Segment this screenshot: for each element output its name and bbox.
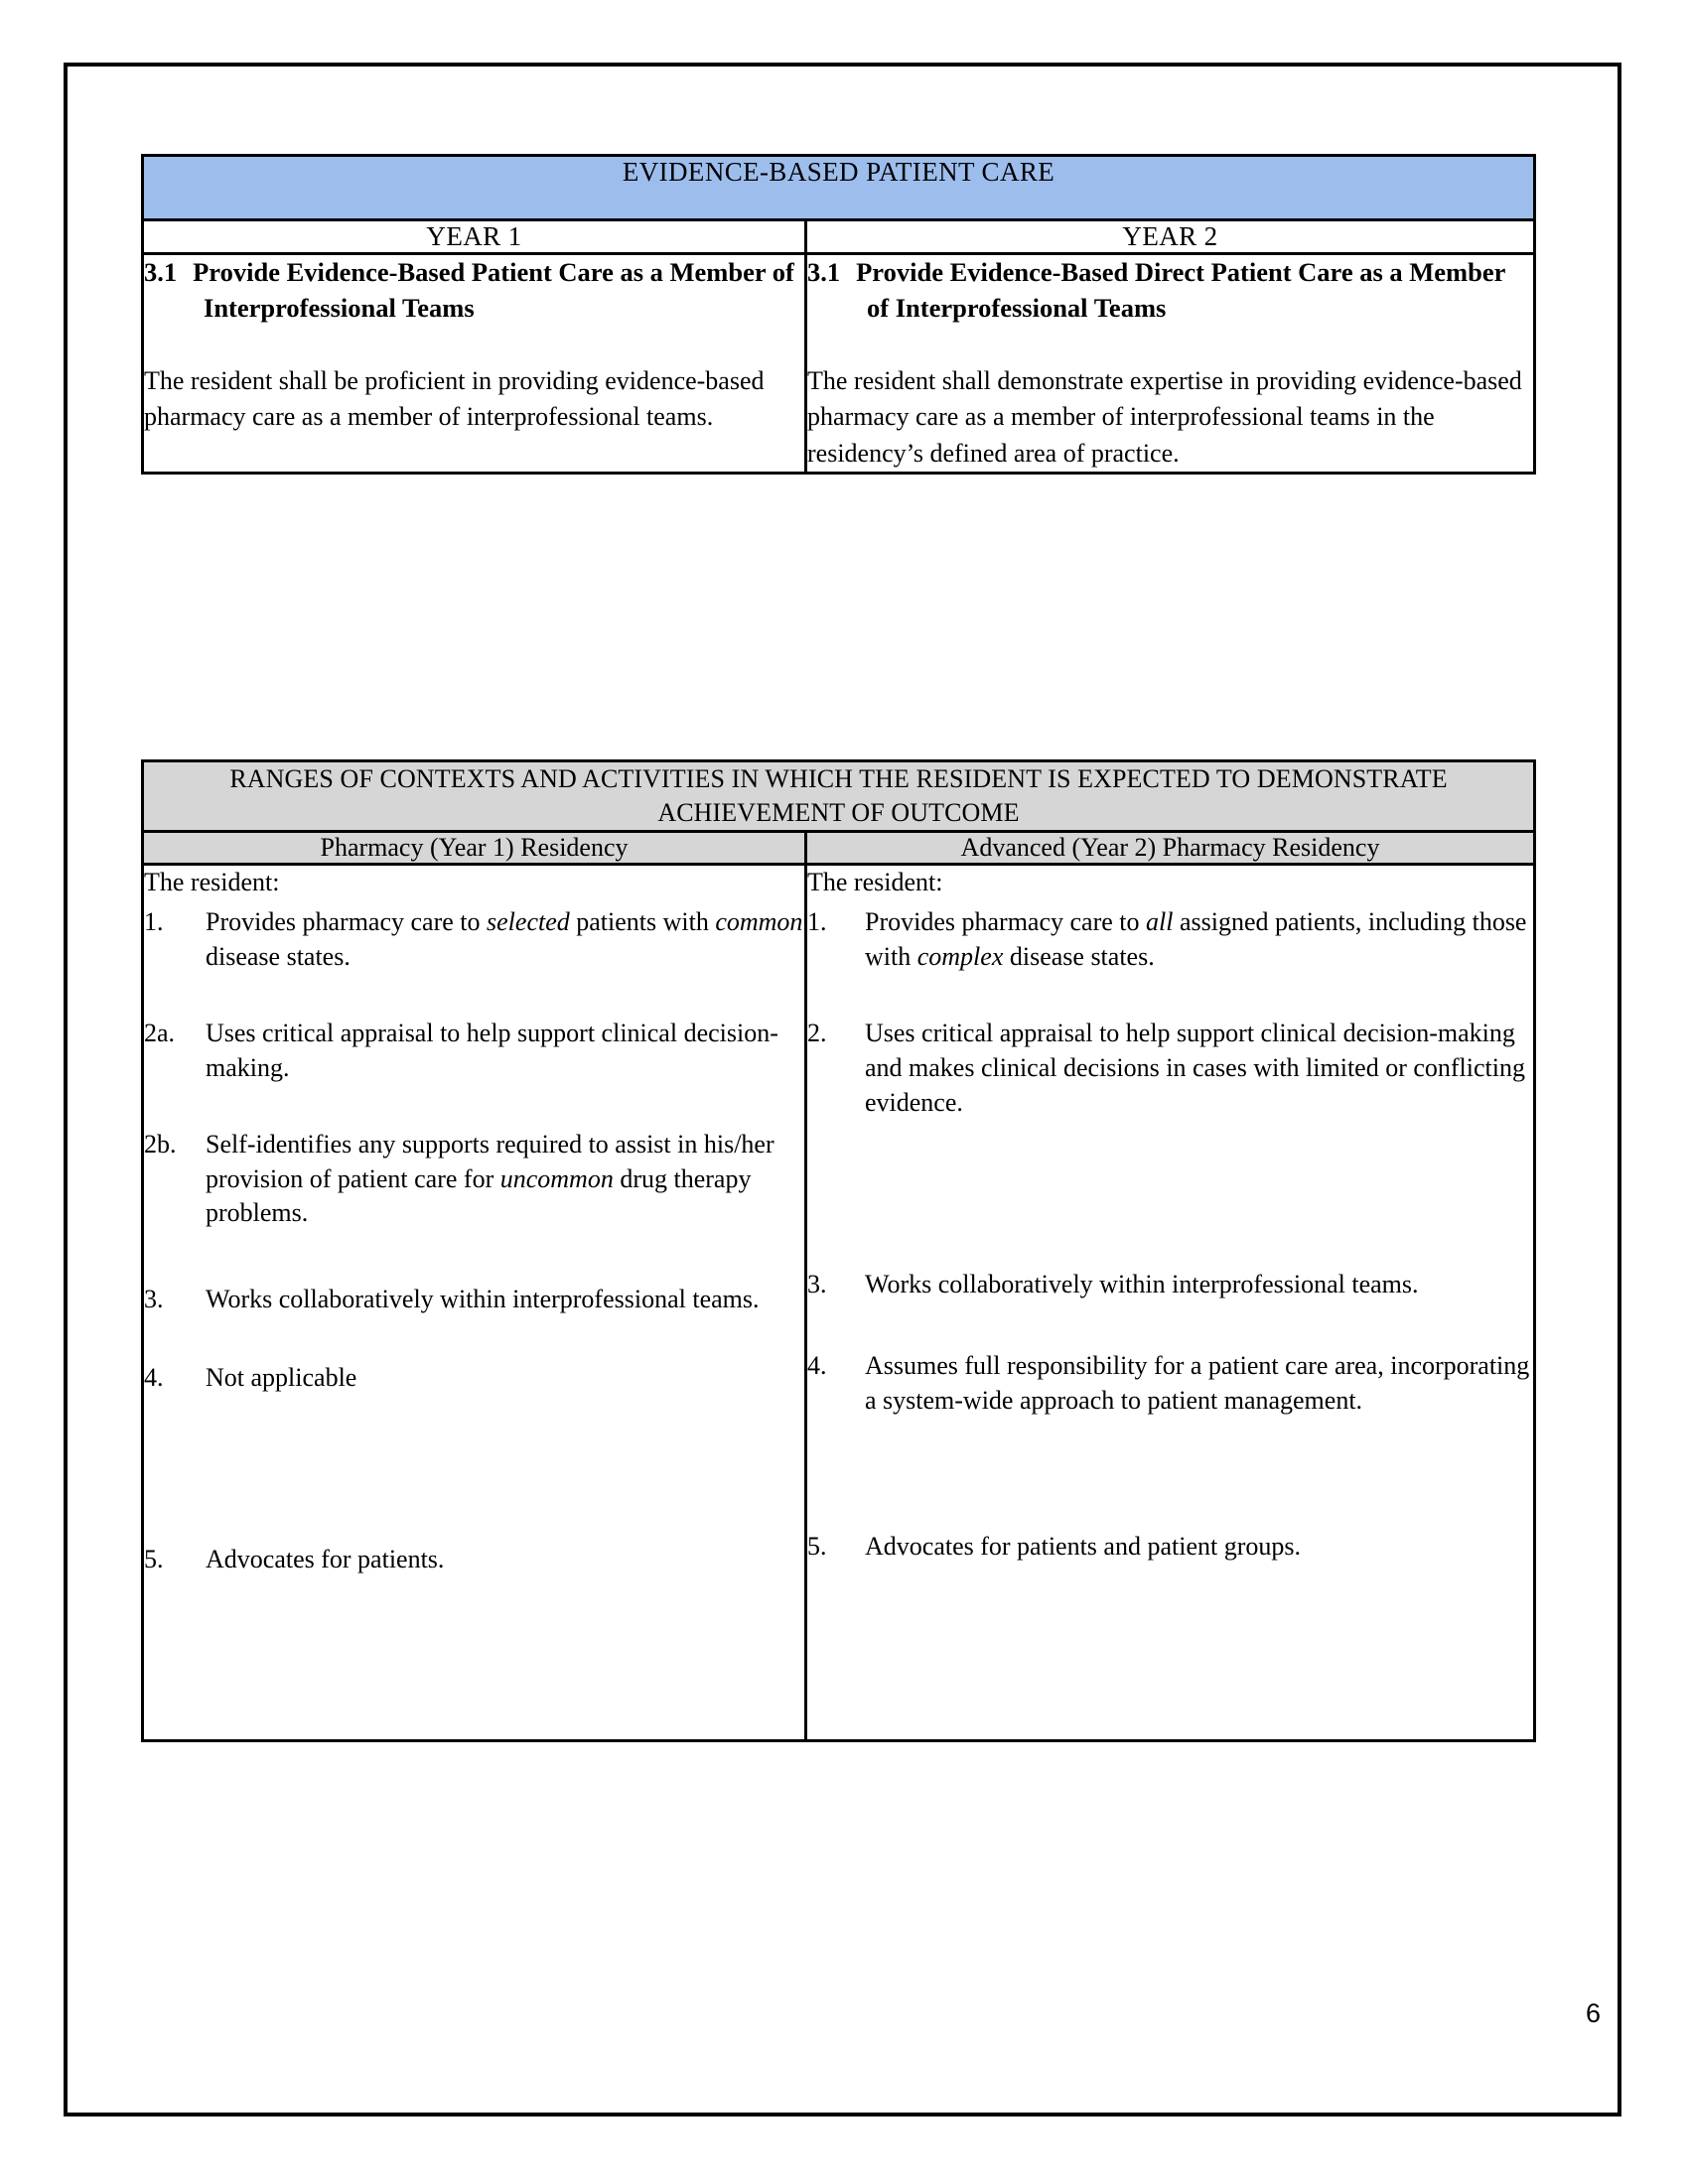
list-item-marker: 5.: [144, 1544, 164, 1573]
list-item-marker: 1.: [807, 907, 827, 937]
list-item: [144, 905, 804, 975]
outcome-cell-year1: [143, 254, 806, 474]
list-item: [144, 1128, 804, 1231]
list-item-text: Works collaboratively within interprofessional teams.: [865, 1269, 1419, 1298]
table-row: [143, 831, 1535, 864]
emphasis-text: common: [715, 907, 803, 937]
table-row: [143, 156, 1535, 220]
spacer: [144, 338, 804, 363]
emphasis-text: uncommon: [499, 1163, 614, 1193]
list-item-marker: 2b.: [144, 1129, 177, 1159]
list-item: [807, 1349, 1533, 1419]
outcome-number-year2: 3.1: [807, 257, 841, 287]
list-item-text: Advocates for patients.: [206, 1544, 445, 1573]
list-item-text: Provides pharmacy care to all assigned patients, including those with complex disease states.: [865, 907, 1527, 972]
outcome-description-year1: The resident shall be proficient in providing evidence-based pharmacy care as a member of interprofessional teams.: [144, 366, 765, 432]
list-item-marker: 2.: [807, 1019, 827, 1048]
outcome-title-year1: [144, 255, 804, 326]
ranges-column-header-year1: Pharmacy (Year 1) Residency: [143, 831, 806, 864]
ranges-list-year1: [144, 905, 804, 1576]
outcome-title-year2: [807, 255, 1533, 326]
list-item-marker: 4.: [144, 1363, 164, 1393]
list-item-marker: 1.: [144, 907, 164, 937]
list-item-text: Not applicable: [206, 1363, 357, 1393]
list-item-text: Advocates for patients and patient groups.: [865, 1532, 1301, 1562]
list-item-text: Self-identifies any supports required to assist in his/her provision of patient care for uncommon drug therapy problems.: [206, 1129, 774, 1228]
emphasis-text: selected: [487, 907, 570, 937]
list-item-text: Uses critical appraisal to help support clinical decision-making.: [206, 1019, 778, 1082]
page-number: 6: [1585, 1998, 1601, 2028]
ranges-column-header-year2: Advanced (Year 2) Pharmacy Residency: [806, 831, 1535, 864]
list-item: [144, 1543, 804, 1577]
outcome-cell-year2: [806, 254, 1535, 474]
list-item-marker: 3.: [144, 1285, 164, 1314]
list-item-marker: 5.: [807, 1532, 827, 1562]
list-item-marker: 4.: [807, 1351, 827, 1381]
list-item: [807, 1268, 1533, 1302]
ranges-table-banner: RANGES OF CONTEXTS AND ACTIVITIES IN WHICH THE RESIDENT IS EXPECTED TO DEMONSTRATE ACHIEVEMENT OF OUTCOME: [143, 761, 1535, 832]
ranges-list-year2: [807, 905, 1533, 1564]
ranges-of-contexts-table: [141, 759, 1536, 1742]
list-item: [144, 1361, 804, 1396]
list-item: [807, 1530, 1533, 1565]
table-row: [143, 254, 1535, 474]
outcome-column-header-year1: YEAR 1: [143, 220, 806, 254]
ranges-lead-in-year2: The resident:: [807, 867, 943, 896]
list-item-text: Provides pharmacy care to selected patients with common disease states.: [206, 907, 803, 972]
emphasis-text: all: [1146, 907, 1174, 937]
ranges-cell-year1: [143, 864, 806, 1740]
outcome-title-text-year2: Provide Evidence-Based Direct Patient Care as a Member of Interprofessional Teams: [856, 257, 1505, 323]
list-item-marker: 2a.: [144, 1019, 176, 1048]
ranges-lead-in-year1: The resident:: [144, 867, 280, 896]
outcome-number-year1: 3.1: [144, 257, 178, 287]
evidence-based-patient-care-table: [141, 154, 1536, 475]
outcome-table-banner: EVIDENCE-BASED PATIENT CARE: [143, 156, 1535, 220]
list-item: [144, 1017, 804, 1086]
list-item-text: Assumes full responsibility for a patient care area, incorporating a system-wide approach to patient management.: [865, 1351, 1530, 1416]
ranges-cell-year2: [806, 864, 1535, 1740]
list-item-text: Uses critical appraisal to help support clinical decision-making and makes clinical decisions in cases with limited or conflicting evidence.: [865, 1019, 1525, 1117]
emphasis-text: complex: [916, 942, 1004, 972]
spacer: [807, 338, 1533, 363]
list-item: [144, 1283, 804, 1317]
list-item-marker: 3.: [807, 1269, 827, 1298]
table-row: [143, 864, 1535, 1740]
table-row: [143, 761, 1535, 832]
list-item: [807, 905, 1533, 975]
outcome-title-text-year1: Provide Evidence-Based Patient Care as a Member of Interprofessional Teams: [193, 257, 794, 323]
list-item-text: Works collaboratively within interprofessional teams.: [206, 1285, 760, 1314]
list-item: [807, 1017, 1533, 1120]
table-row: [143, 220, 1535, 254]
outcome-column-header-year2: YEAR 2: [806, 220, 1535, 254]
outcome-description-year2: The resident shall demonstrate expertise in providing evidence-based pharmacy care as a member of interprofessional teams in the residency’s defined area of practice.: [807, 366, 1522, 468]
